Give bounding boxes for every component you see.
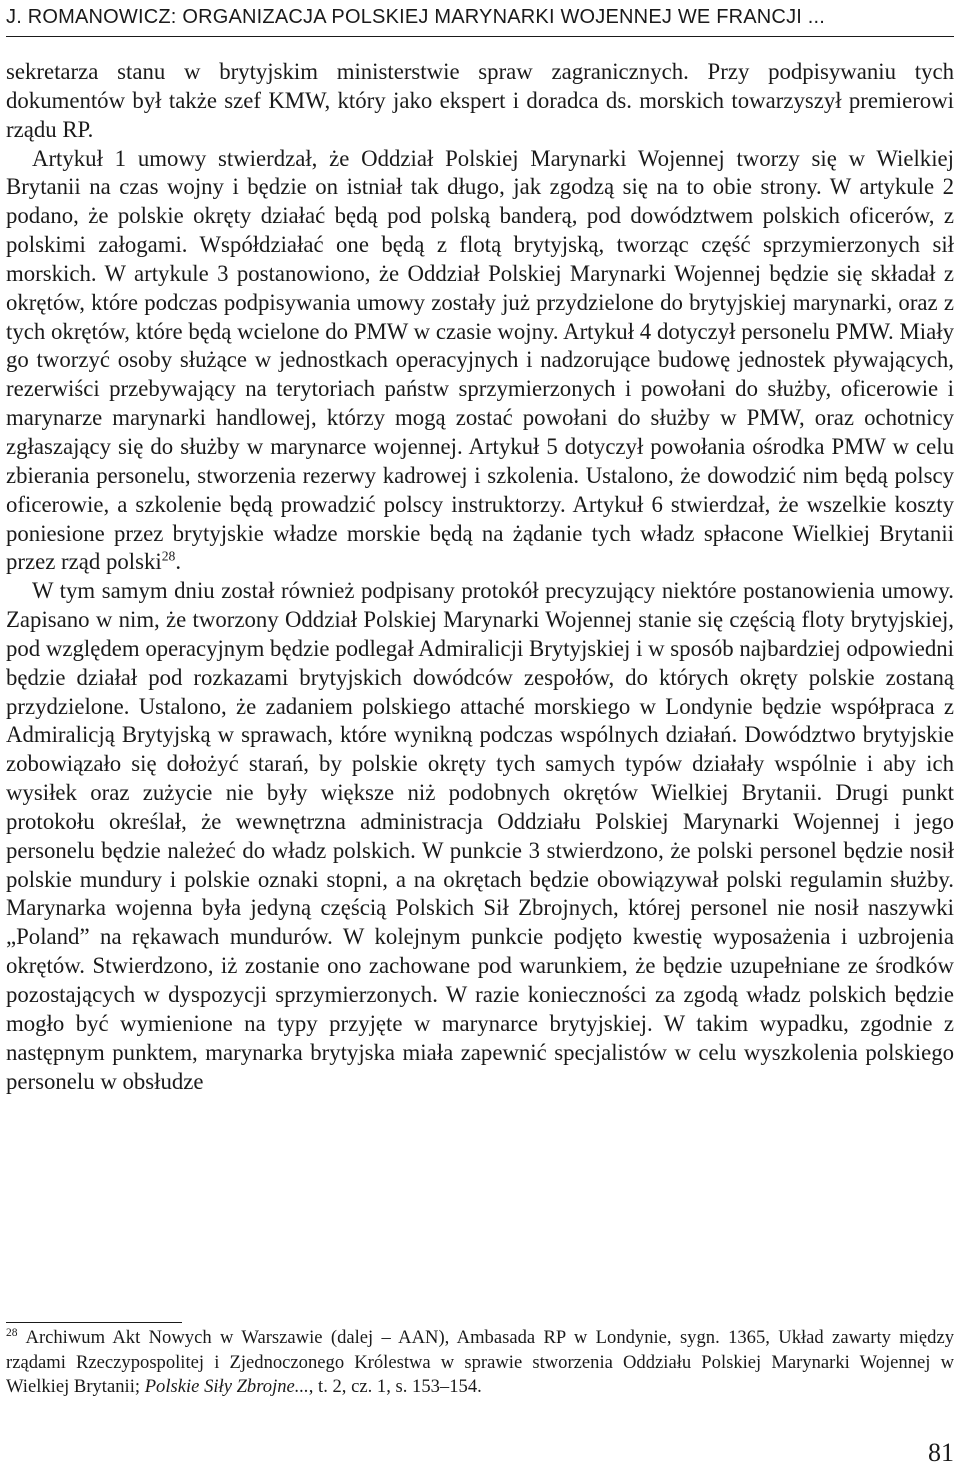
- header-rule: [6, 36, 954, 37]
- footnote-rule: [6, 1322, 182, 1323]
- paragraph-articles: [6, 145, 954, 578]
- footnote-italic-title: Polskie Siły Zbrojne...: [144, 1376, 309, 1397]
- page-number: 81: [928, 1438, 954, 1467]
- paragraph-protocol: W tym samym dniu został również podpisany protokół precyzujący niektóre postanowienia umowy. Zapisano w nim, że tworzony Oddział Polskiej Marynarki Wojennej stanie się częścią floty brytyjskiej, pod względem operacyjnym będzie podlegał Admiralicji Brytyjskiej i w sposób najbardziej odpowiedni będzie działał pod rozkazami brytyjskich dowódców zespołów, do których okręty polskie zostaną przydzielone. Ustalono, że zadaniem polskiego attaché morskiego w Londynie będzie współpraca z Admiralicją Brytyjską w sprawach, które wynikną podczas wspólnych działań. Dowództwo brytyjskie zobowiązało się dołożyć starań, by polskie okręty tych samych typów działały wspólnie i aby ich wysiłek oraz zużycie nie były większe niż podobnych okrętów Wielkiej Brytanii. Drugi punkt protokołu określał, że wewnętrzna administracja Oddziału Polskiej Marynarki Wojennej i jego personelu będzie należeć do władz polskich. W punkcie 3 stwierdzono, że polski personel będzie nosił polskie mundury i polskie oznaki stopni, a na okrętach będzie obowiązywał polski regulamin służby. Marynarka wojenna była jedyną częścią Polskich Sił Zbrojnych, której personel nie nosił naszywki „Poland” na rękawach mundurów. W kolejnym punkcie podjęto kwestię wyposażenia i uzbrojenia okrętów. Stwierdzono, iż zostanie ono zachowane pod warunkiem, że będzie uzupełniane ze środków pozostających w dyspozycji sprzymierzonych. W razie konieczności za zgodą władz polskich będzie mogło być wymienione na typy przyjęte w marynarce brytyjskiej. W takim wypadku, zgodnie z następnym punktem, marynarka brytyjska miała zapewnić specjalistów w celu wyszkolenia polskiego personelu w obsłudze: [6, 578, 954, 1094]
- footnote-reference[interactable]: 28: [161, 548, 176, 564]
- paragraph-tail: .: [175, 549, 182, 575]
- footnote-number: 28: [6, 1326, 18, 1339]
- footnote: [6, 1326, 954, 1400]
- paragraph-text: Artykuł 1 umowy stwierdzał, że Oddział Polskiej Marynarki Wojennej tworzy się w Wielkiej Brytanii na czas wojny i będzie on istniał tak długo, jak zgodzą się na to obie strony. W artykule 2 podano, że polskie okręty działać będą pod polską banderą, pod dowództwem polskich oficerów, z polskimi załogami. Współdziałać one będą z flotą brytyjską, tworząc część sprzymierzonych sił morskich. W artykule 3 postanowiono, że Oddział Polskiej Marynarki Wojennej będzie się składał z okrętów, które podczas podpisywania umowy zostały już przydzielone do brytyjskiej marynarki, oraz z tych okrętów, które będą wcielone do PMW w czasie wojny. Artykuł 4 dotyczył personelu PMW. Miały go tworzyć osoby służące w jednostkach operacyjnych i nadzorujące budowę jednostek pływających, rezerwiści przebywający na terytoriach państw sprzymierzonych i powołani do służby, oficerowie i marynarze marynarki handlowej, którzy mogą zostać powołani do służby w PMW, oraz ochotnicy zgłaszający się do służby w marynarce wojennej. Artykuł 5 dotyczył powołania ośrodka PMW w celu zbierania personelu, stworzenia rezerwy kadrowej i szkolenia. Ustalono, że dowodzić nim będą polscy oficerowie, a szkolenie będą prowadzić polscy instruktorzy. Artykuł 6 stwierdzał, że wszelkie koszty poniesione przez brytyjskie władze morskie będą na żądanie tych władz spłacone Wielkiej Brytanii przez rząd polski: [6, 145, 954, 575]
- running-head: J. ROMANOWICZ: ORGANIZACJA POLSKIEJ MARYNARKI WOJENNEJ WE FRANCJI ...: [6, 6, 826, 28]
- paragraph-continuation: sekretarza stanu w brytyjskim ministerstwie spraw zagranicznych. Przy podpisywaniu tych dokumentów był także szef KMW, który jako ekspert i doradca ds. morskich towarzyszył premierowi rządu RP.: [6, 59, 954, 142]
- footnote-text-end: , t. 2, cz. 1, s. 153–154.: [308, 1376, 482, 1397]
- main-text: [6, 58, 954, 1096]
- footnote-text: Archiwum Akt Nowych w Warszawie (dalej – AAN), Ambasada RP w Londynie, sygn. 1365, Układ zawarty między rządami Rzeczypospolitej i Zjednoczonego Królestwa w sprawie stworzenia Oddziału Polskiej Marynarki Wojennej w Wielkiej Brytanii;: [6, 1327, 954, 1397]
